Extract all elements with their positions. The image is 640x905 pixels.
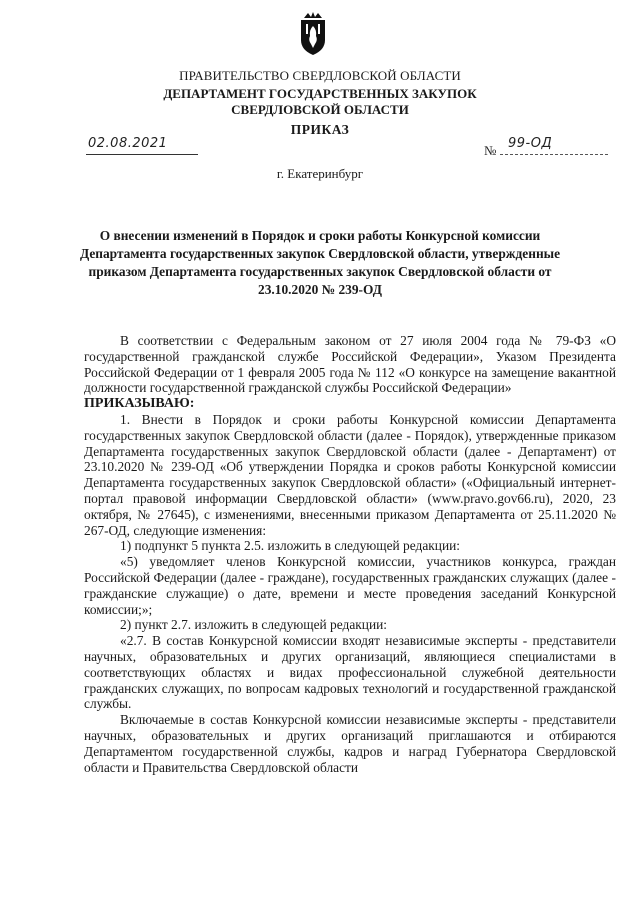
number-label: №	[484, 143, 497, 158]
document-type: ПРИКАЗ	[290, 122, 350, 137]
city: г. Екатеринбург	[276, 166, 364, 181]
preamble: В соответствии с Федеральным законом от 27 июля 2004 года № 79-ФЗ «О государственной гражданской службе Российской Федерации», Указом Президента Российской Федерации от 1 февраля 2005 года № 112 «О конкурсе на замещение вакантной должности государственной гражданской службы Российской Федерации»	[84, 333, 616, 396]
item-1: 1. Внести в Порядок и сроки работы Конкурсной комиссии Департамента государственных закупок Свердловской области (далее - Порядок), утвержденные приказом Департамента государственных закупок Свердловской области (далее - Департамент) от 23.10.2020 № 239-ОД «Об утверждении Порядка и сроков работы Конкурсной комиссии Департамента государственных закупок Свердловской области» («Официальный интернет-портал правовой информации Свердловской области» (www.pravo.gov66.ru), 2020, 23 октября, № 27645), с изменениями, внесенными приказом Департамента от 25.11.2020 № 267-ОД, следующие изменения:	[84, 411, 616, 538]
subitem-1: 1) подпункт 5 пункта 2.5. изложить в следующей редакции:	[120, 538, 460, 554]
order-date: 02.08.2021	[88, 136, 168, 151]
order-number: 99-ОД	[508, 136, 553, 151]
order-word: ПРИКАЗЫВАЮ:	[84, 396, 195, 412]
department-name-line1: ДЕПАРТАМЕНТ ГОСУДАРСТВЕННЫХ ЗАКУПОК	[163, 86, 477, 101]
document-body	[84, 333, 616, 775]
quote-2: «2.7. В состав Конкурсной комиссии входят независимые эксперты - представители научных, образовательных и других организаций, являющиеся специалистами в соответствующих областях и видах профессиональной служебной деятельности гражданских служащих, по вопросам кадровых технологий и государственной гражданской службы.	[84, 633, 616, 712]
paragraph-last: Включаемые в состав Конкурсной комиссии независимые эксперты - представители научных, образовательных и других организаций приглашаются и отбираются Департаментом государственной службы, кадров и наград Губернатора Свердловской области и Правительства Свердловской области	[84, 712, 616, 775]
coat-of-arms-icon	[298, 10, 328, 56]
department-name-line2: СВЕРДЛОВСКОЙ ОБЛАСТИ	[231, 102, 409, 117]
document-title: О внесении изменений в Порядок и сроки работы Конкурсной комиссии Департамента государственных закупок Свердловской области, утвержденные приказом Департамента государственных закупок Свердловской области от 23.10.2020 № 239-ОД	[79, 228, 561, 297]
quote-1: «5) уведомляет членов Конкурсной комиссии, участников конкурса, граждан Российской Федерации (далее - граждане), государственных гражданских служащих (далее - гражданские служащие) о дате, времени и месте проведения заседаний Конкурсной комиссии;»;	[84, 554, 616, 617]
subitem-2: 2) пункт 2.7. изложить в следующей редакции:	[120, 617, 388, 633]
government-name: ПРАВИТЕЛЬСТВО СВЕРДЛОВСКОЙ ОБЛАСТИ	[179, 68, 461, 83]
